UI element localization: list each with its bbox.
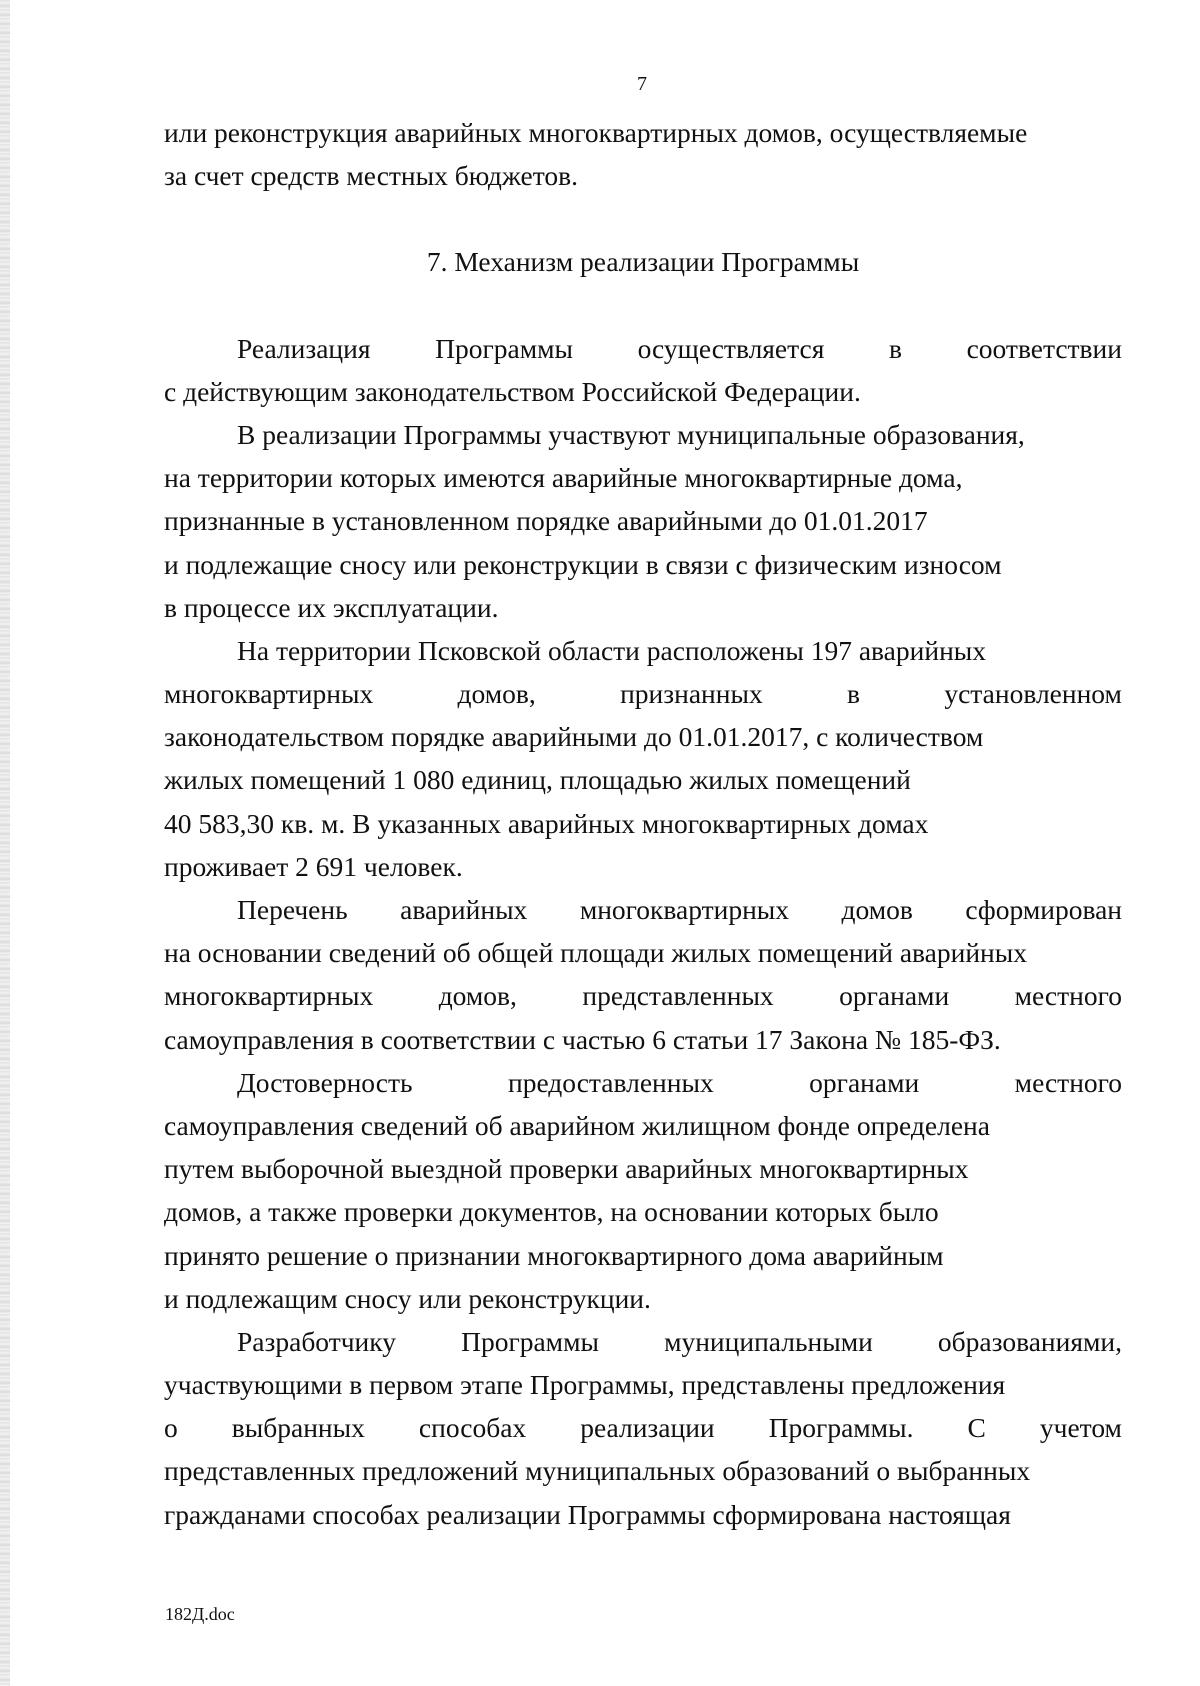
- text-line: [164, 1406, 1122, 1449]
- word: С: [967, 1412, 986, 1444]
- text-line: и подлежащим сносу или реконструкции.: [164, 1282, 651, 1314]
- text-line: представленных предложений муниципальных образований о выбранных: [164, 1455, 1031, 1487]
- page-number: 7: [637, 73, 647, 95]
- word: в: [847, 678, 861, 710]
- word: Программы: [435, 332, 574, 364]
- text-line: [164, 1061, 1122, 1104]
- file-name-footer: 182Д.doc: [165, 1604, 235, 1624]
- text-line: с действующим законодательством Российской Федерации.: [164, 375, 861, 407]
- text-line: принято решение о признании многоквартирного дома аварийным: [164, 1239, 944, 1271]
- word: предоставленных: [507, 1066, 714, 1098]
- text-line: [164, 974, 1122, 1017]
- word: Достоверность: [237, 1066, 413, 1098]
- word: муниципальными: [664, 1325, 873, 1357]
- word: сформирован: [965, 894, 1122, 925]
- text-line: домов, а также проверки документов, на основании которых было: [164, 1196, 939, 1228]
- text-line: В реализации Программы участвуют муниципальные образования,: [237, 418, 1025, 450]
- word: выбранных: [231, 1412, 365, 1444]
- text-line: законодательством порядке аварийными до 01.01.2017, с количеством: [164, 721, 984, 753]
- text-line: или реконструкция аварийных многоквартирных домов, осуществляемые: [164, 117, 1028, 148]
- text-line: путем выборочной выездной проверки аварийных многоквартирных: [164, 1153, 969, 1185]
- text-line: и подлежащие сносу или реконструкции в связи с физическим износом: [164, 548, 1002, 580]
- text-line: самоуправления в соответствии с частью 6 статьи 17 Закона № 185-ФЗ.: [164, 1023, 1001, 1055]
- word: способах: [418, 1412, 527, 1444]
- word: домов,: [457, 678, 536, 710]
- word: многоквартирных: [164, 980, 374, 1012]
- word: представленных: [582, 980, 774, 1012]
- text-line: за счет средств местных бюджетов.: [164, 160, 578, 192]
- word: Разработчику: [237, 1325, 396, 1357]
- word: органами: [809, 1066, 920, 1098]
- word: органами: [839, 980, 950, 1012]
- text-line: гражданами способах реализации Программы сформирована настоящая: [164, 1498, 1011, 1530]
- word: местного: [1014, 1066, 1122, 1098]
- text-line: [164, 1320, 1122, 1363]
- text-line: на территории которых имеются аварийные многоквартирные дома,: [164, 462, 963, 494]
- text-line: [164, 327, 1122, 370]
- word: образованиями,: [937, 1325, 1122, 1357]
- body-text: [164, 111, 1122, 1536]
- word: соответствии: [966, 332, 1122, 364]
- word: учетом: [1039, 1412, 1122, 1444]
- text-line: жилых помещений 1 080 единиц, площадью жилых помещений: [164, 764, 911, 796]
- section-heading: 7. Механизм реализации Программы: [426, 246, 860, 278]
- word: домов,: [438, 980, 517, 1012]
- word: о: [164, 1412, 178, 1444]
- text-line: [164, 672, 1122, 715]
- text-line: участвующими в первом этапе Программы, представлены предложения: [164, 1369, 1006, 1401]
- word: домов: [841, 894, 913, 925]
- word: многоквартирных: [579, 894, 790, 925]
- word: признанных: [620, 678, 763, 710]
- word: в: [888, 332, 902, 364]
- word: Программы.: [768, 1412, 914, 1444]
- text-line: в процессе их эксплуатации.: [164, 591, 499, 623]
- word: Реализация: [237, 332, 371, 364]
- word: реализации: [580, 1412, 715, 1444]
- word: Программы: [461, 1325, 599, 1357]
- word: аварийных: [400, 894, 528, 925]
- text-line: на основании сведений об общей площади жилых помещений аварийных: [164, 937, 1028, 969]
- word: осуществляется: [637, 332, 825, 364]
- word: Перечень: [237, 894, 348, 925]
- word: установленном: [944, 678, 1122, 710]
- scan-edge: [0, 0, 10, 1686]
- text-line: 40 583,30 кв. м. В указанных аварийных многоквартирных домах: [164, 807, 929, 839]
- text-line: [164, 888, 1122, 931]
- text-line: признанные в установленном порядке аварийными до 01.01.2017: [164, 505, 928, 537]
- word: местного: [1014, 980, 1122, 1012]
- text-line: самоуправления сведений об аварийном жилищном фонде определена: [164, 1109, 990, 1141]
- word: многоквартирных: [164, 678, 374, 710]
- text-line: На территории Псковской области расположены 197 аварийных: [237, 634, 987, 666]
- text-line: проживает 2 691 человек.: [164, 850, 463, 882]
